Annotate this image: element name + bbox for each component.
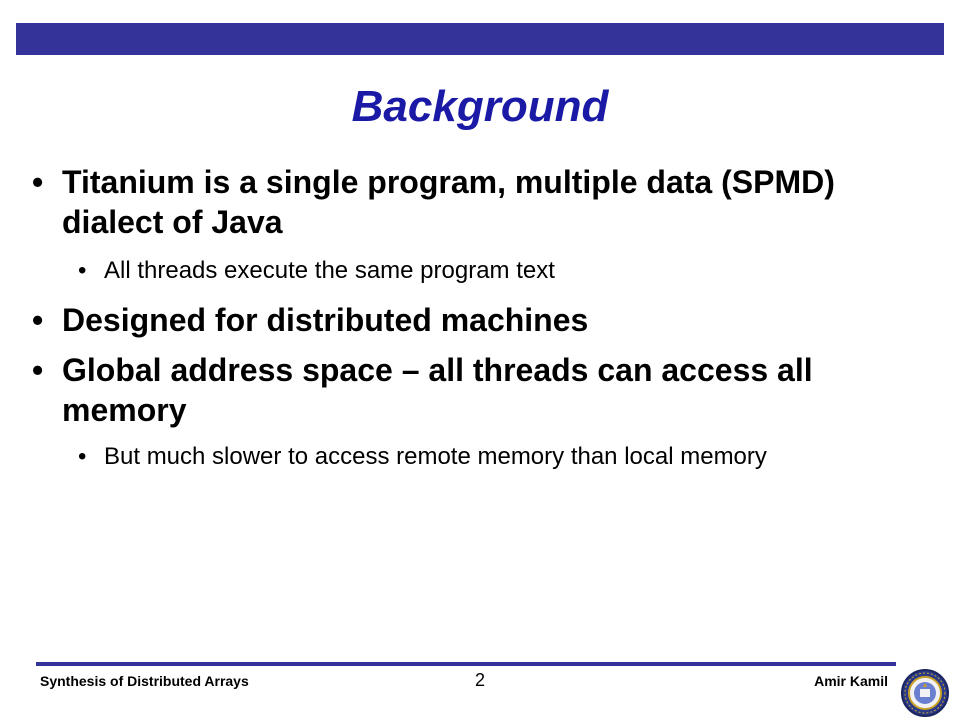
bullet-item: [32, 300, 912, 340]
bullet-icon: •: [32, 352, 44, 388]
bullet-icon: •: [78, 443, 87, 470]
bullet-item: [32, 350, 912, 430]
sub-bullet-item: [78, 442, 884, 472]
sub-bullet-text: But much slower to access remote memory than local memory: [104, 443, 767, 470]
bullet-icon: •: [32, 164, 44, 200]
footer-divider: [36, 662, 896, 666]
sub-bullet-text: All threads execute the same program text: [104, 257, 555, 284]
footer-author: Amir Kamil: [814, 673, 888, 689]
sub-bullet-item: [78, 256, 884, 286]
slide-title: Background: [351, 82, 609, 131]
university-seal-icon: [900, 668, 950, 718]
page-number: 2: [474, 670, 485, 690]
bullet-icon: •: [78, 257, 87, 284]
bullet-text: Titanium is a single program, multiple data (SPMD) dialect of Java: [62, 164, 835, 240]
bullet-text: Global address space – all threads can access all memory: [62, 352, 813, 428]
bullet-item: [32, 162, 912, 242]
footer-title: Synthesis of Distributed Arrays: [40, 673, 249, 689]
bullet-text: Designed for distributed machines: [62, 302, 589, 338]
bullet-icon: •: [32, 302, 44, 338]
